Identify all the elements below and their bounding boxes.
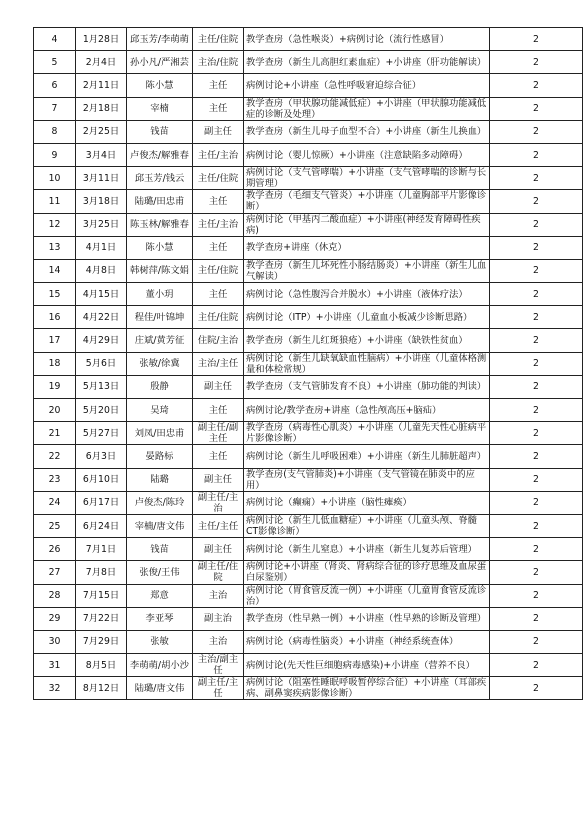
row-lecturer: 殷静: [127, 375, 193, 398]
row-date: 6月10日: [76, 468, 127, 491]
row-title: 主任/住院: [193, 259, 244, 282]
row-date: 4月22日: [76, 306, 127, 329]
row-number: 24: [34, 491, 76, 514]
row-lecturer: 张俊/王伟: [127, 561, 193, 584]
table-row: [34, 213, 583, 236]
row-title: 主任/主治: [193, 213, 244, 236]
row-number: 21: [34, 422, 76, 445]
row-title: 主任: [193, 97, 244, 120]
row-content: 病例讨论（胃食管反流一例）+小讲座（儿童胃食管反流诊治）: [244, 584, 490, 607]
row-hours: 2: [490, 352, 583, 375]
row-lecturer: 陈小慧: [127, 74, 193, 97]
row-content: 教学查房（病毒性心肌炎）+小讲座（儿童先天性心脏病平片影像诊断）: [244, 422, 490, 445]
row-title: 副主任: [193, 375, 244, 398]
row-hours: 2: [490, 538, 583, 561]
row-hours: 2: [490, 584, 583, 607]
row-number: 15: [34, 283, 76, 306]
row-title: 主治: [193, 584, 244, 607]
row-title: 主治/副主任: [193, 654, 244, 677]
table-row: [34, 422, 583, 445]
row-title: 主治: [193, 630, 244, 653]
row-date: 1月28日: [76, 28, 127, 51]
row-content: 教学查房（支气管肺发育不良）+小讲座（肺功能的判读）: [244, 375, 490, 398]
row-hours: 2: [490, 51, 583, 74]
row-title: 副主任/住院: [193, 561, 244, 584]
row-hours: 2: [490, 306, 583, 329]
row-hours: 2: [490, 561, 583, 584]
row-lecturer: 张敏: [127, 630, 193, 653]
row-content: 教学查房（性早熟一例）+小讲座（性早熟的诊断及管理）: [244, 607, 490, 630]
row-hours: 2: [490, 167, 583, 190]
row-date: 3月18日: [76, 190, 127, 213]
table-row: [34, 584, 583, 607]
row-hours: 2: [490, 654, 583, 677]
row-hours: 2: [490, 399, 583, 422]
row-lecturer: 孙小凡/严湘芸: [127, 51, 193, 74]
row-number: 17: [34, 329, 76, 352]
row-hours: 2: [490, 120, 583, 143]
row-hours: 2: [490, 28, 583, 51]
row-date: 4月15日: [76, 283, 127, 306]
table-row: [34, 306, 583, 329]
row-hours: 2: [490, 630, 583, 653]
row-lecturer: 陈玉林/解雅春: [127, 213, 193, 236]
row-content: 教学查房（急性喉炎）+病例讨论（流行性感冒）: [244, 28, 490, 51]
row-lecturer: 庄斌/黄芳征: [127, 329, 193, 352]
row-hours: 2: [490, 283, 583, 306]
row-content: 教学查房（新生儿母子血型不合）+小讲座（新生儿换血）: [244, 120, 490, 143]
row-title: 主任/住院: [193, 28, 244, 51]
row-lecturer: 陈小慧: [127, 236, 193, 259]
row-lecturer: 陆璐/田忠甫: [127, 190, 193, 213]
table-row: [34, 468, 583, 491]
row-content: 教学查房（毛细支气管炎）+小讲座（儿童胸部平片影像诊断）: [244, 190, 490, 213]
row-lecturer: 董小玥: [127, 283, 193, 306]
table-row: [34, 28, 583, 51]
row-content: 病例讨论（癫痫）+小讲座（脑性瘫痪）: [244, 491, 490, 514]
row-content: 教学查房(支气管肺炎)+小讲座（支气管镜在肺炎中的应用）: [244, 468, 490, 491]
table-row: [34, 677, 583, 700]
row-content: 病例讨论（ITP）+小讲座（儿童血小板减少诊断思路）: [244, 306, 490, 329]
row-hours: 2: [490, 607, 583, 630]
table-row: [34, 97, 583, 120]
row-lecturer: 钱苗: [127, 120, 193, 143]
row-hours: 2: [490, 468, 583, 491]
row-hours: 2: [490, 375, 583, 398]
row-title: 主任/主任: [193, 514, 244, 537]
row-date: 5月13日: [76, 375, 127, 398]
row-date: 2月4日: [76, 51, 127, 74]
row-number: 32: [34, 677, 76, 700]
table-row: [34, 538, 583, 561]
row-date: 4月29日: [76, 329, 127, 352]
table-row: [34, 445, 583, 468]
row-hours: 2: [490, 445, 583, 468]
row-hours: 2: [490, 143, 583, 166]
row-content: 教学查房（甲状腺功能减低症）+小讲座（甲状腺功能减低症的诊断及处理）: [244, 97, 490, 120]
row-title: 主任: [193, 236, 244, 259]
row-number: 23: [34, 468, 76, 491]
row-title: 主任: [193, 445, 244, 468]
row-content: 病例讨论（病毒性脑炎）+小讲座（神经系统查体）: [244, 630, 490, 653]
row-content: 教学查房（新生儿红斑狼疮）+小讲座（缺铁性贫血）: [244, 329, 490, 352]
row-number: 28: [34, 584, 76, 607]
row-title: 主任/主治: [193, 143, 244, 166]
row-lecturer: 李萌萌/胡小沙: [127, 654, 193, 677]
row-number: 27: [34, 561, 76, 584]
row-content: 病例讨论（急性腹泻合并脱水）+小讲座（液体疗法）: [244, 283, 490, 306]
row-content: 病例讨论（新生儿窒息）+小讲座（新生儿复苏后管理）: [244, 538, 490, 561]
row-number: 13: [34, 236, 76, 259]
row-title: 副主任/主任: [193, 677, 244, 700]
row-lecturer: 邱玉芳/钱云: [127, 167, 193, 190]
row-content: 教学查房（新生儿高胆红素血症）+小讲座（肝功能解读）: [244, 51, 490, 74]
row-hours: 2: [490, 236, 583, 259]
row-date: 2月25日: [76, 120, 127, 143]
table-row: [34, 630, 583, 653]
row-date: 7月22日: [76, 607, 127, 630]
row-lecturer: 宰楠/唐文伟: [127, 514, 193, 537]
row-title: 副主任: [193, 538, 244, 561]
row-date: 6月17日: [76, 491, 127, 514]
row-date: 6月24日: [76, 514, 127, 537]
row-lecturer: 韩树萍/陈文娟: [127, 259, 193, 282]
row-date: 7月15日: [76, 584, 127, 607]
row-lecturer: 宰楠: [127, 97, 193, 120]
row-number: 16: [34, 306, 76, 329]
table-row: [34, 399, 583, 422]
row-content: 病例讨论/教学查房+讲座（急性颅高压+脑疝）: [244, 399, 490, 422]
row-content: 病例讨论（支气管哮喘）+小讲座（支气管哮喘的诊断与长期管理）: [244, 167, 490, 190]
row-date: 5月27日: [76, 422, 127, 445]
row-title: 住院/主治: [193, 329, 244, 352]
row-content: 病例讨论+小讲座（急性呼吸窘迫综合征）: [244, 74, 490, 97]
table-row: [34, 561, 583, 584]
row-hours: 2: [490, 213, 583, 236]
row-lecturer: 钱苗: [127, 538, 193, 561]
row-date: 7月29日: [76, 630, 127, 653]
row-hours: 2: [490, 422, 583, 445]
row-content: 教学查房（新生儿坏死性小肠结肠炎）+小讲座（新生儿血气解读）: [244, 259, 490, 282]
row-lecturer: 程佳/叶锦坤: [127, 306, 193, 329]
row-number: 18: [34, 352, 76, 375]
row-date: 3月25日: [76, 213, 127, 236]
row-lecturer: 吴琦: [127, 399, 193, 422]
row-hours: 2: [490, 97, 583, 120]
row-number: 19: [34, 375, 76, 398]
row-hours: 2: [490, 190, 583, 213]
row-content: 病例讨论（新生儿缺氧缺血性脑病）+小讲座（儿童体格测量和体检常规）: [244, 352, 490, 375]
row-number: 7: [34, 97, 76, 120]
table-row: [34, 283, 583, 306]
row-number: 12: [34, 213, 76, 236]
row-number: 26: [34, 538, 76, 561]
row-lecturer: 陆璐/唐文伟: [127, 677, 193, 700]
row-title: 主治/主任: [193, 352, 244, 375]
row-date: 5月6日: [76, 352, 127, 375]
row-date: 6月3日: [76, 445, 127, 468]
schedule-page: [33, 27, 583, 700]
row-date: 2月11日: [76, 74, 127, 97]
row-number: 20: [34, 399, 76, 422]
row-content: 病例讨论（阻塞性睡眠呼吸暂停综合征）+小讲座（耳部疾病、副鼻窦疾病影像诊断）: [244, 677, 490, 700]
row-number: 11: [34, 190, 76, 213]
row-title: 副主任: [193, 120, 244, 143]
row-title: 副主任/副主任: [193, 422, 244, 445]
table-row: [34, 654, 583, 677]
table-row: [34, 143, 583, 166]
row-content: 病例讨论(先天性巨细胞病毒感染)+小讲座（营养不良）: [244, 654, 490, 677]
row-lecturer: 邱玉芳/李萌萌: [127, 28, 193, 51]
row-hours: 2: [490, 491, 583, 514]
row-hours: 2: [490, 514, 583, 537]
row-lecturer: 刘凤/田忠甫: [127, 422, 193, 445]
row-date: 2月18日: [76, 97, 127, 120]
row-lecturer: 张敏/徐冀: [127, 352, 193, 375]
row-title: 主治/住院: [193, 51, 244, 74]
row-number: 6: [34, 74, 76, 97]
row-date: 3月4日: [76, 143, 127, 166]
row-date: 7月1日: [76, 538, 127, 561]
row-content: 病例讨论+小讲座（肾炎、肾病综合征的诊疗思维及血尿蛋白尿鉴别）: [244, 561, 490, 584]
table-row: [34, 259, 583, 282]
schedule-table-body: [34, 28, 583, 700]
row-number: 29: [34, 607, 76, 630]
row-title: 副主治: [193, 607, 244, 630]
table-row: [34, 491, 583, 514]
row-title: 主任: [193, 190, 244, 213]
table-row: [34, 74, 583, 97]
row-title: 主任: [193, 283, 244, 306]
row-hours: 2: [490, 677, 583, 700]
row-date: 5月20日: [76, 399, 127, 422]
table-row: [34, 514, 583, 537]
row-lecturer: 陆璐: [127, 468, 193, 491]
row-lecturer: 郑意: [127, 584, 193, 607]
row-number: 9: [34, 143, 76, 166]
row-lecturer: 晏路标: [127, 445, 193, 468]
row-date: 8月5日: [76, 654, 127, 677]
row-lecturer: 李亚琴: [127, 607, 193, 630]
row-lecturer: 卢俊杰/陈玲: [127, 491, 193, 514]
row-date: 4月8日: [76, 259, 127, 282]
table-row: [34, 236, 583, 259]
row-hours: 2: [490, 329, 583, 352]
table-row: [34, 190, 583, 213]
row-content: 教学查房+讲座（休克）: [244, 236, 490, 259]
row-hours: 2: [490, 259, 583, 282]
table-row: [34, 120, 583, 143]
table-row: [34, 51, 583, 74]
row-number: 30: [34, 630, 76, 653]
row-title: 副主任: [193, 468, 244, 491]
row-date: 7月8日: [76, 561, 127, 584]
teaching-schedule-table: [33, 27, 583, 700]
row-title: 副主任/主治: [193, 491, 244, 514]
row-title: 主任: [193, 399, 244, 422]
row-number: 31: [34, 654, 76, 677]
table-row: [34, 352, 583, 375]
row-number: 22: [34, 445, 76, 468]
row-content: 病例讨论（婴儿惊厥）+小讲座（注意缺陷多动障碍）: [244, 143, 490, 166]
row-number: 4: [34, 28, 76, 51]
row-number: 25: [34, 514, 76, 537]
row-title: 主任: [193, 74, 244, 97]
row-date: 3月11日: [76, 167, 127, 190]
row-title: 主任/住院: [193, 167, 244, 190]
row-date: 8月12日: [76, 677, 127, 700]
row-content: 病例讨论（新生儿呼吸困难）+小讲座（新生儿肺脏超声）: [244, 445, 490, 468]
row-number: 10: [34, 167, 76, 190]
row-content: 病例讨论（新生儿低血糖症）+小讲座（儿童头颅、脊髓CT影像诊断）: [244, 514, 490, 537]
table-row: [34, 607, 583, 630]
row-number: 5: [34, 51, 76, 74]
table-row: [34, 329, 583, 352]
row-lecturer: 卢俊杰/解雅春: [127, 143, 193, 166]
table-row: [34, 375, 583, 398]
row-number: 8: [34, 120, 76, 143]
row-number: 14: [34, 259, 76, 282]
table-row: [34, 167, 583, 190]
row-title: 主任/住院: [193, 306, 244, 329]
row-content: 病例讨论（甲基丙二酸血症）+小讲座(神经发育障碍性疾病): [244, 213, 490, 236]
row-date: 4月1日: [76, 236, 127, 259]
row-hours: 2: [490, 74, 583, 97]
